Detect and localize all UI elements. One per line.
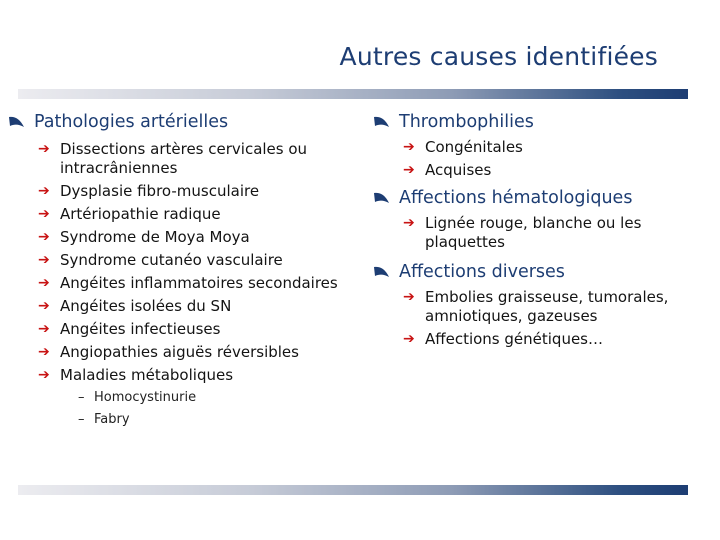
list-item: ➔ Congénitales	[403, 138, 523, 156]
list-item: ➔ Affections génétiques…	[403, 330, 603, 348]
arrow-right-icon: ➔	[403, 215, 415, 231]
arrow-right-icon: ➔	[38, 367, 50, 383]
arrow-right-icon: ➔	[403, 139, 415, 155]
arrow-right-icon: ➔	[38, 321, 50, 337]
arrow-right-icon: ➔	[403, 162, 415, 178]
right-column	[373, 110, 703, 349]
list-item: ➔ Dissections artères cervicales ou intracrâniennes	[38, 140, 308, 177]
arrow-right-icon: ➔	[38, 298, 50, 314]
list-item: ➔ Angéites inflammatoires secondaires	[38, 274, 338, 292]
arrow-right-icon: ➔	[38, 252, 50, 268]
leaf-bullet-icon	[373, 260, 399, 284]
list-item: ➔ Maladies métaboliques	[38, 366, 234, 384]
section-heading	[373, 186, 703, 210]
arrow-right-icon: ➔	[403, 331, 415, 347]
list-item: ➔ Angéites isolées du SN	[38, 297, 232, 315]
bottom-divider-bar	[18, 485, 688, 495]
left-column	[8, 110, 348, 429]
list-item: ➔ Acquises	[403, 161, 492, 179]
list-item: ➔ Lignée rouge, blanche ou les plaquettes	[403, 214, 642, 251]
section-heading	[373, 110, 703, 134]
sub-list-item: – Fabry	[78, 412, 130, 427]
leaf-bullet-icon	[373, 186, 399, 210]
arrow-right-icon: ➔	[38, 344, 50, 360]
slide-title: Autres causes identifiées	[339, 42, 658, 71]
list-item: ➔ Syndrome de Moya Moya	[38, 228, 250, 246]
arrow-right-icon: ➔	[38, 141, 50, 157]
leaf-bullet-icon	[8, 110, 34, 134]
list-item: ➔ Syndrome cutanéo vasculaire	[38, 251, 283, 269]
list-item: ➔ Angiopathies aiguës réversibles	[38, 343, 299, 361]
arrow-right-icon: ➔	[38, 206, 50, 222]
section-heading-text: Affections diverses	[399, 262, 565, 282]
arrow-right-icon: ➔	[403, 289, 415, 305]
list-item: ➔ Dysplasie fibro-musculaire	[38, 182, 260, 200]
top-divider-bar	[18, 89, 688, 99]
leaf-bullet-icon	[373, 110, 399, 134]
section-heading	[8, 110, 348, 134]
arrow-right-icon: ➔	[38, 275, 50, 291]
section-heading-text: Thrombophilies	[399, 112, 534, 132]
sub-list-item: – Homocystinurie	[78, 390, 197, 405]
list-item: ➔ Angéites infectieuses	[38, 320, 221, 338]
arrow-right-icon: ➔	[38, 229, 50, 245]
arrow-right-icon: ➔	[38, 183, 50, 199]
section-heading	[373, 260, 703, 284]
list-item: ➔ Artériopathie radique	[38, 205, 221, 223]
section-heading-text: Affections hématologiques	[399, 188, 633, 208]
list-item: ➔ Embolies graisseuse, tumorales, amniotiques, gazeuses	[403, 288, 669, 325]
section-heading-text: Pathologies artérielles	[34, 112, 229, 132]
